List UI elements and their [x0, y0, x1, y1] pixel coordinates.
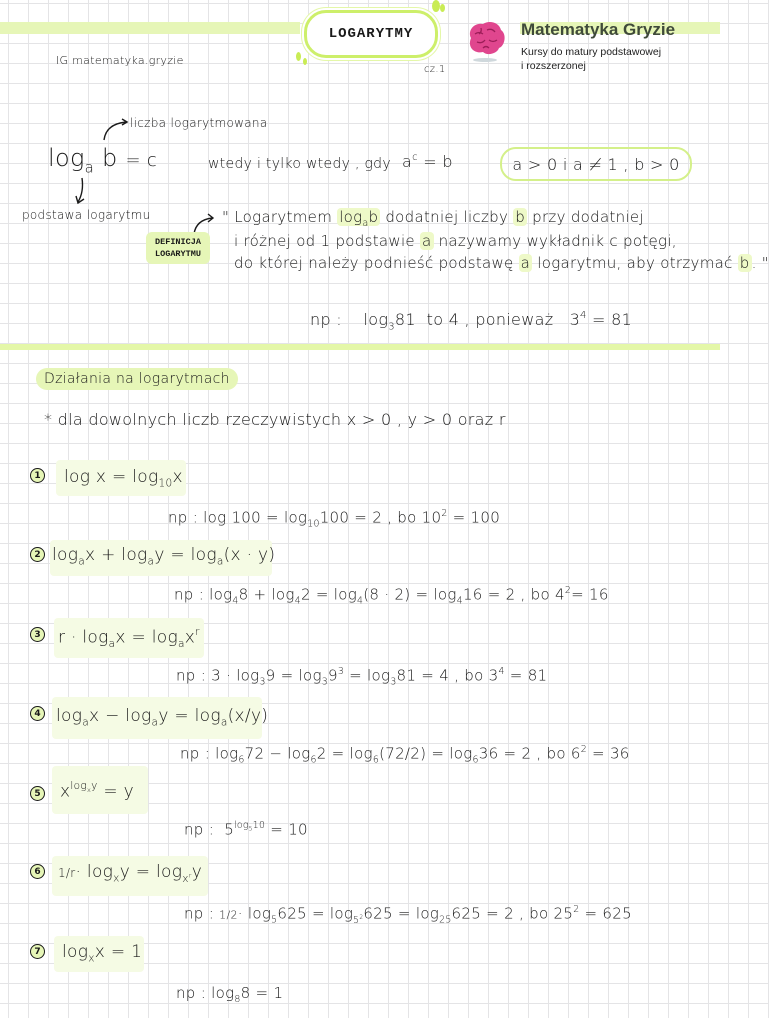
definition-quote-line2: i różnej od 1 podstawie a nazywamy wykładnik c potęgi, [234, 232, 677, 250]
brand-name: Matematyka Gryzie [521, 20, 676, 39]
rule-5-formula: $x^{log_xy} = y$ [60, 780, 134, 802]
rule-number-2: 2 [30, 547, 45, 562]
power-formula: $a^c = b$ [402, 152, 453, 171]
rule-number-4: 4 [30, 706, 45, 721]
annotation-base: podstawa logarytmu [22, 208, 151, 222]
rule-2-formula: $\log_ax + \log_ay = \log_a(x \cdot y)$ [52, 545, 276, 568]
rule-3-formula: $r \cdot \log_ax = \log_ax^r$ [58, 626, 200, 651]
rule-7-example: np : $\log_88 = 1$ [176, 984, 284, 1006]
iff-text: wtedy i tylko wtedy , gdy [208, 156, 391, 172]
part-label: cz.1 [424, 64, 446, 75]
rule-4-example: np : $\log_672 - \log_62 = \log_6(72/2) = \log_636 = 2$ , bo $6^2 = 36$ [180, 744, 630, 766]
rule-number-7: 7 [30, 944, 45, 959]
conditions-text: a > 0 i a ≠ 1 , b > 0 [512, 154, 680, 174]
formula-rhs: = c [125, 150, 158, 171]
definition-tag: DEFINICJA LOGARYTMU [146, 232, 210, 264]
rule-6-formula: $1/r\cdot \log_xy = \log_{x^r}y$ [58, 862, 203, 885]
definition-quote-line3: do której należy podnieść podstawę a logarytmu, aby otrzymać b . " [234, 254, 769, 272]
rule-6-example: np : $1/2\cdot \log_5625 = \log_{5^2}625 = \log_{25}625 = 2$ , bo $25^2 = 625$ [184, 904, 632, 926]
decor-dot [303, 58, 307, 65]
rule-5-example: np : $5^{log_510} = 10$ [184, 820, 308, 839]
page-title: LOGARYTMY [328, 26, 414, 42]
rule-2-example: np : $\log_48 + \log_42 = \log_4(8 \cdot 2) = \log_416 = 2$ , bo $4^2= 16$ [174, 585, 609, 607]
brain-icon [461, 18, 509, 64]
assumption-text: * dla dowolnych liczb rzeczywistych x > 0 , y > 0 oraz r [44, 410, 506, 429]
rule-7-formula: $\log_xx = 1$ [62, 942, 143, 965]
brand-subtitle-line1: Kursy do matury podstawowej [521, 46, 662, 58]
conditions-box [500, 147, 692, 181]
brand-subtitle-line2: i rozszerzonej [521, 60, 586, 72]
rule-number-3: 3 [30, 627, 45, 642]
brand-subtitle [521, 45, 661, 73]
title-cloud [304, 10, 438, 58]
decor-dot [432, 0, 440, 12]
annotation-argument: liczba logarytmowana [130, 116, 268, 130]
definition-example: np : $\log_381$ to 4 , ponieważ $3^4 = 81$ [310, 310, 633, 333]
decor-dot [440, 4, 445, 12]
rule-1-formula: $\log x = \log_{10}x$ [64, 467, 183, 490]
formula-arg: b [102, 144, 118, 172]
rule-number-6: 6 [30, 864, 45, 879]
rule-number-5: 5 [30, 786, 45, 801]
section-title: Działania na logarytmach [36, 368, 238, 390]
definition-quote-line1: " Logarytmem $\log_ab$ dodatniej liczby b przy dodatniej [222, 208, 644, 230]
section-divider [0, 344, 720, 350]
rule-3-example: np : $3 \cdot \log_39 = \log_39^3 = \log_381 = 4$ , bo $3^4 = 81$ [176, 666, 548, 688]
formula-base: a [84, 158, 95, 177]
instagram-handle: IG matematyka.gryzie [56, 54, 184, 67]
rule-1-example: np : $\log 100 = \log_{10}100 = 2$ , bo $10^2 = 100$ [168, 508, 501, 530]
rule-4-formula: $\log_ax - \log_ay = \log_a(x/y)$ [56, 706, 269, 729]
definition-formula: $\log_a b = c$ [48, 144, 158, 177]
header-stripe [0, 22, 300, 34]
rule-number-1: 1 [30, 468, 45, 483]
arrow-icon [98, 116, 132, 142]
decor-dot [296, 52, 301, 61]
arrow-icon [74, 176, 88, 206]
